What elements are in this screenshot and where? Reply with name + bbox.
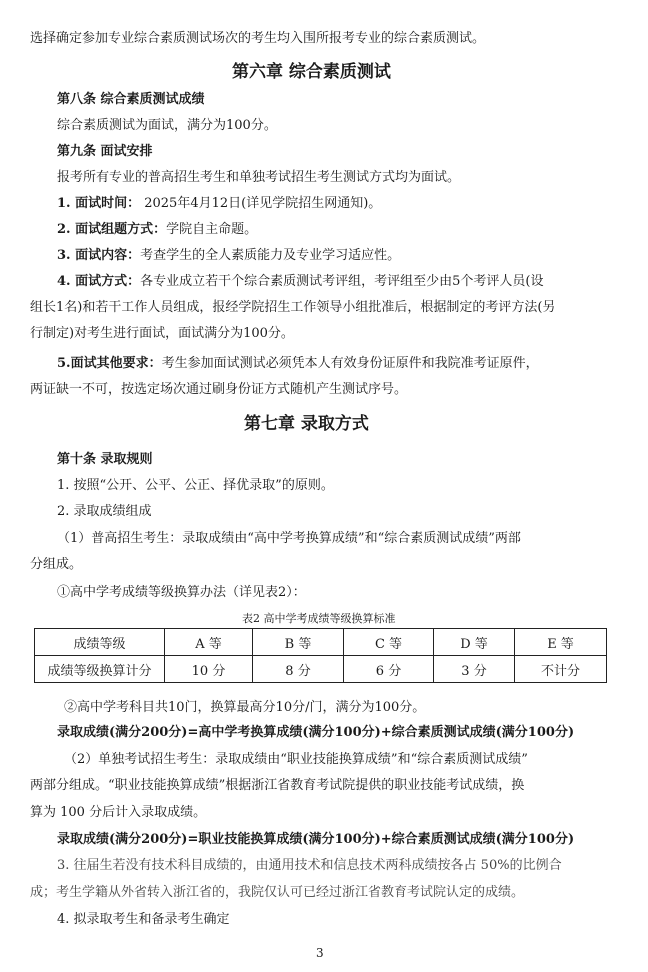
table-caption: 表2 高中学考成绩等级换算标准 — [242, 612, 396, 625]
rule-2-circle-1: ①高中学考成绩等级换算办法（详见表2）： — [57, 585, 306, 600]
article-10-title: 第十条 录取规则 — [57, 452, 153, 467]
rule-4: 4. 拟录取考生和备录考生确定 — [57, 912, 230, 927]
rule-2-1-line-2: 分组成。 — [30, 557, 83, 572]
interview-content-text: 考查学生的全人素质能力及专业学习适应性。 — [140, 248, 401, 263]
formula-1: 录取成绩(满分200分)=高中学考换算成绩(满分100分)+综合素质测试成绩(满分100分) — [57, 725, 575, 740]
interview-time-text: 2025年4月12日(详见学院招生网通知)。 — [140, 196, 382, 211]
table-header-cell: D 等 — [434, 629, 515, 656]
formula-2: 录取成绩(满分200分)=职业技能换算成绩(满分100分)+综合素质测试成绩(满分100分) — [57, 832, 575, 847]
table-header-row — [35, 629, 607, 656]
rule-2-2-line-2: 两部分组成。“职业技能换算成绩”根据浙江省教育考试院提供的职业技能考试成绩，换 — [30, 778, 525, 793]
interview-other-text: 考生参加面试测试必须凭本人有效身份证原件和我院准考证原件， — [161, 356, 539, 371]
intro-line: 选择确定参加专业综合素质测试场次的考生均入围所报考专业的综合素质测试。 — [30, 31, 486, 46]
question-method-text: 学院自主命题。 — [166, 222, 258, 237]
rule-2: 2. 录取成绩组成 — [57, 504, 152, 519]
interview-other-line-2: 两证缺一不可，按选定场次通过刷身份证方式随机产生测试序号。 — [30, 382, 408, 397]
chapter-7-title: 第七章 录取方式 — [244, 414, 369, 434]
interview-method-line-2: 组长1名)和若干工作人员组成，报经学院招生工作领导小组批准后，根据制定的考评方法(另 — [30, 300, 556, 315]
interview-other — [57, 355, 539, 373]
rule-3-line-2: 成；考生学籍从外省转入浙江省的，我院仅认可已经过浙江省教育考试院认定的成绩。 — [30, 885, 525, 900]
question-method-label: 2. 面试组题方式： — [57, 222, 167, 237]
article-9-text: 报考所有专业的普高招生考生和单独考试招生考生测试方式均为面试。 — [57, 170, 461, 185]
interview-method-label: 4. 面试方式： — [57, 274, 141, 289]
rule-3: 3. 往届生若没有技术科目成绩的，由通用技术和信息技术两科成绩按各占 50%的比例合 — [57, 858, 562, 873]
interview-method — [57, 273, 543, 291]
rule-2-2: （2）单独考试招生考生：录取成绩由“职业技能换算成绩”和“综合素质测试成绩” — [64, 752, 528, 767]
table-cell: 10 分 — [165, 656, 253, 683]
rule-2-2-line-3: 算为 100 分后计入录取成绩。 — [30, 805, 207, 820]
interview-method-line-3: 行制定)对考生进行面试，面试满分为100分。 — [30, 326, 294, 341]
table-cell: 8 分 — [253, 656, 344, 683]
article-8-title: 第八条 综合素质测试成绩 — [57, 92, 205, 107]
table-row — [35, 656, 607, 683]
rule-2-circle-2: ②高中学考科目共10门，换算最高分10分/门，满分为100分。 — [64, 700, 426, 715]
grade-conversion-table — [34, 628, 607, 683]
interview-time-label: 1. 面试时间： — [57, 196, 141, 211]
interview-content — [57, 247, 400, 265]
page-number: 3 — [316, 946, 324, 960]
table-header-cell: C 等 — [344, 629, 434, 656]
table-header-cell: A 等 — [165, 629, 253, 656]
table-cell: 3 分 — [434, 656, 515, 683]
interview-other-label: 5.面试其他要求： — [57, 356, 162, 371]
table-header-cell: B 等 — [253, 629, 344, 656]
rule-2-1: （1）普高招生考生：录取成绩由“高中学考换算成绩”和“综合素质测试成绩”两部 — [57, 531, 521, 546]
rule-1: 1. 按照“公开、公平、公正、择优录取”的原则。 — [57, 478, 334, 493]
article-9-title: 第九条 面试安排 — [57, 144, 153, 159]
interview-method-text: 各专业成立若干个综合素质测试考评组，考评组至少由5个考评人员(设 — [140, 274, 544, 289]
table-header-cell: 成绩等级 — [35, 629, 165, 656]
article-8-text: 综合素质测试为面试，满分为100分。 — [57, 118, 277, 133]
table-cell: 成绩等级换算计分 — [35, 656, 165, 683]
interview-content-label: 3. 面试内容： — [57, 248, 141, 263]
table-cell: 6 分 — [344, 656, 434, 683]
interview-question-method — [57, 221, 257, 239]
interview-time — [57, 195, 381, 213]
table-header-cell: E 等 — [515, 629, 607, 656]
chapter-6-title: 第六章 综合素质测试 — [232, 62, 391, 82]
table-cell: 不计分 — [515, 656, 607, 683]
